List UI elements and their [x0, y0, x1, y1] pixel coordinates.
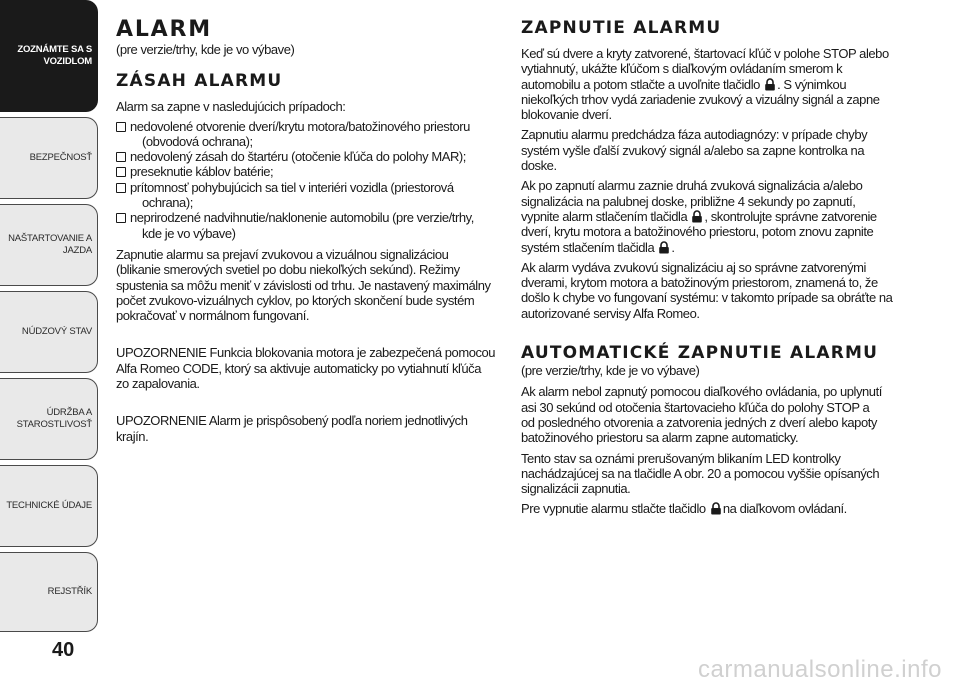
bullet-item — [116, 164, 496, 179]
lock-icon — [658, 241, 670, 254]
bullet-text: neprirodzené nadvihnutie/naklonenie automobilu (pre verzie/trhy, — [130, 210, 474, 226]
tab-udrzba-a-starostlivost[interactable] — [0, 378, 98, 460]
tab-label: JAZDA — [62, 245, 92, 256]
tab-rejstrik[interactable] — [0, 552, 98, 632]
page-number: 40 — [52, 639, 75, 661]
paragraph: Ak alarm vydáva zvukovú signalizáciu aj so správne zatvorenými dverami, krytom motora a batožinovým priestorom, znamená to, že došlo k chybe vo fungovaní systému: v takomto prípade sa obráťte na autorizované servisy Alfa Romeo. — [521, 259, 893, 321]
bullet-text: prítomnosť pohybujúcich sa tiel v interiéri vozidla (priestorová — [130, 179, 454, 195]
lock-icon — [691, 210, 703, 223]
bullet-text: (obvodová ochrana); — [142, 133, 253, 149]
paragraph: Zapnutiu alarmu predchádza fáza autodiagnózy: v prípade chyby systém vyšle ďalší zvukový signál a/alebo sa zapne kontrolka na doske. — [521, 127, 868, 174]
bullet-text: ochrana); — [142, 195, 193, 211]
tab-label: NÚDZOVÝ STAV — [21, 326, 92, 337]
paragraph: Ak po zapnutí alarmu zaznie druhá zvuková signalizácia a/alebo signalizácia na palubnej doske, približne 4 sekundy po zapnutí, vypnite alarm stlačením tlačidla , skontrolujte správne zatvorenie dverí, krytu motora a batožinového priestoru, potom znovu zapnite systém stlačením tlačidla . — [521, 178, 877, 255]
tab-label: ÚDRŽBA A — [46, 407, 92, 418]
tab-label: BEZPEČNOSŤ — [29, 152, 92, 163]
tab-label: ZOZNÁMTE SA S — [17, 44, 92, 55]
tab-zoznamte-sa-s-vozidlom[interactable] — [0, 0, 98, 112]
tab-nastartovanie-a-jazda[interactable] — [0, 204, 98, 286]
subsection-title: ZÁSAH ALARMU — [116, 71, 283, 92]
tab-bezpecnost[interactable] — [0, 117, 98, 199]
tab-label: STAROSTLIVOSŤ — [16, 419, 92, 430]
intro-text: Alarm sa zapne v nasledujúcich prípadoch: — [116, 99, 346, 115]
tab-nudzovy-stav[interactable] — [0, 291, 98, 373]
tab-label: REJSTŘÍK — [47, 586, 92, 597]
checkbox-bullet-icon — [116, 152, 126, 162]
bullet-item — [116, 149, 496, 164]
lock-icon — [710, 502, 722, 515]
bullet-item — [116, 119, 496, 150]
warning-paragraph: UPOZORNENIE Alarm je prispôsobený podľa noriem jednotlivých krajín. — [116, 413, 468, 444]
section-note: (pre verzie/trhy, kde je vo výbave) — [521, 363, 700, 379]
paragraph: Ak alarm nebol zapnutý pomocou diaľkového ovládania, po uplynutí asi 30 sekúnd od otočenia štartovacieho kľúča do polohy STOP a od posledného otvorenia a zatvorenia jedných z dverí alebo kapoty batožinového priestoru sa alarm zapne automaticky. — [521, 384, 882, 446]
section-note: (pre verzie/trhy, kde je vo výbave) — [116, 42, 295, 57]
lock-icon — [764, 78, 776, 91]
bullet-text: kde je vo výbave) — [142, 225, 236, 241]
checkbox-bullet-icon — [116, 183, 126, 193]
bullet-text: nedovolené otvorenie dverí/krytu motora/batožinového priestoru — [130, 118, 470, 134]
paragraph: Keď sú dvere a kryty zatvorené, štartovací kľúč v polohe STOP alebo vytiahnutý, ukážte kľúčom s diaľkovým ovládaním smerom k automobilu a potom stlačte a uvoľnite tlačidlo . S výnimkou niekoľkých trhov vydá zariadenie zvukový a vizuálny signál a zapne blokovanie dverí. — [521, 46, 889, 123]
checkbox-bullet-icon — [116, 167, 126, 177]
tab-label: NAŠTARTOVANIE A — [8, 233, 92, 244]
bullet-text: nedovolený zásah do štartéru (otočenie kľúča do polohy MAR); — [130, 149, 466, 165]
watermark: carmanualsonline.info — [698, 656, 942, 683]
subsection-title: ZAPNUTIE ALARMU — [521, 18, 722, 38]
tab-technicke-udaje[interactable] — [0, 465, 98, 547]
paragraph: Zapnutie alarmu sa prejaví zvukovou a vizuálnou signalizáciou (blikanie smerových svetiel po dobu niekoľkých sekúnd). Režimy spustenia sa môžu meniť v závislosti od trhu. Je nastavený maximálny počet zvukovo-vizuálnych cyklov, po ktorých skončení bude systém pokračovať v normálnom fungovaní. — [116, 246, 491, 324]
chapter-sidebar — [0, 0, 100, 640]
right-column — [521, 18, 911, 517]
subsection-title: AUTOMATICKÉ ZAPNUTIE ALARMU — [521, 343, 879, 364]
tab-label: VOZIDLOM — [43, 56, 92, 67]
paragraph: Tento stav sa oznámi prerušovaným blikaním LED kontrolky nachádzajúcej sa na tlačidle A obr. 20 a pomocou vyššie opísaných signalizácii zapnutia. — [521, 450, 880, 497]
warning-paragraph: UPOZORNENIE Funkcia blokovania motora je zabezpečená pomocou Alfa Romeo CODE, ktorý sa aktivuje automaticky po vytiahnutí kľúča zo zapalovania. — [116, 345, 496, 392]
paragraph: Pre vypnutie alarmu stlačte tlačidlo na diaľkovom ovládaní. — [521, 501, 847, 517]
bullet-item — [116, 180, 496, 211]
checkbox-bullet-icon — [116, 122, 126, 132]
bullet-item — [116, 210, 496, 241]
bullet-text: preseknutie káblov batérie; — [130, 164, 274, 180]
checkbox-bullet-icon — [116, 213, 126, 223]
left-column — [116, 18, 496, 444]
section-title: ALARM — [116, 17, 212, 42]
tab-label: TECHNICKÉ ÚDAJE — [6, 500, 92, 511]
